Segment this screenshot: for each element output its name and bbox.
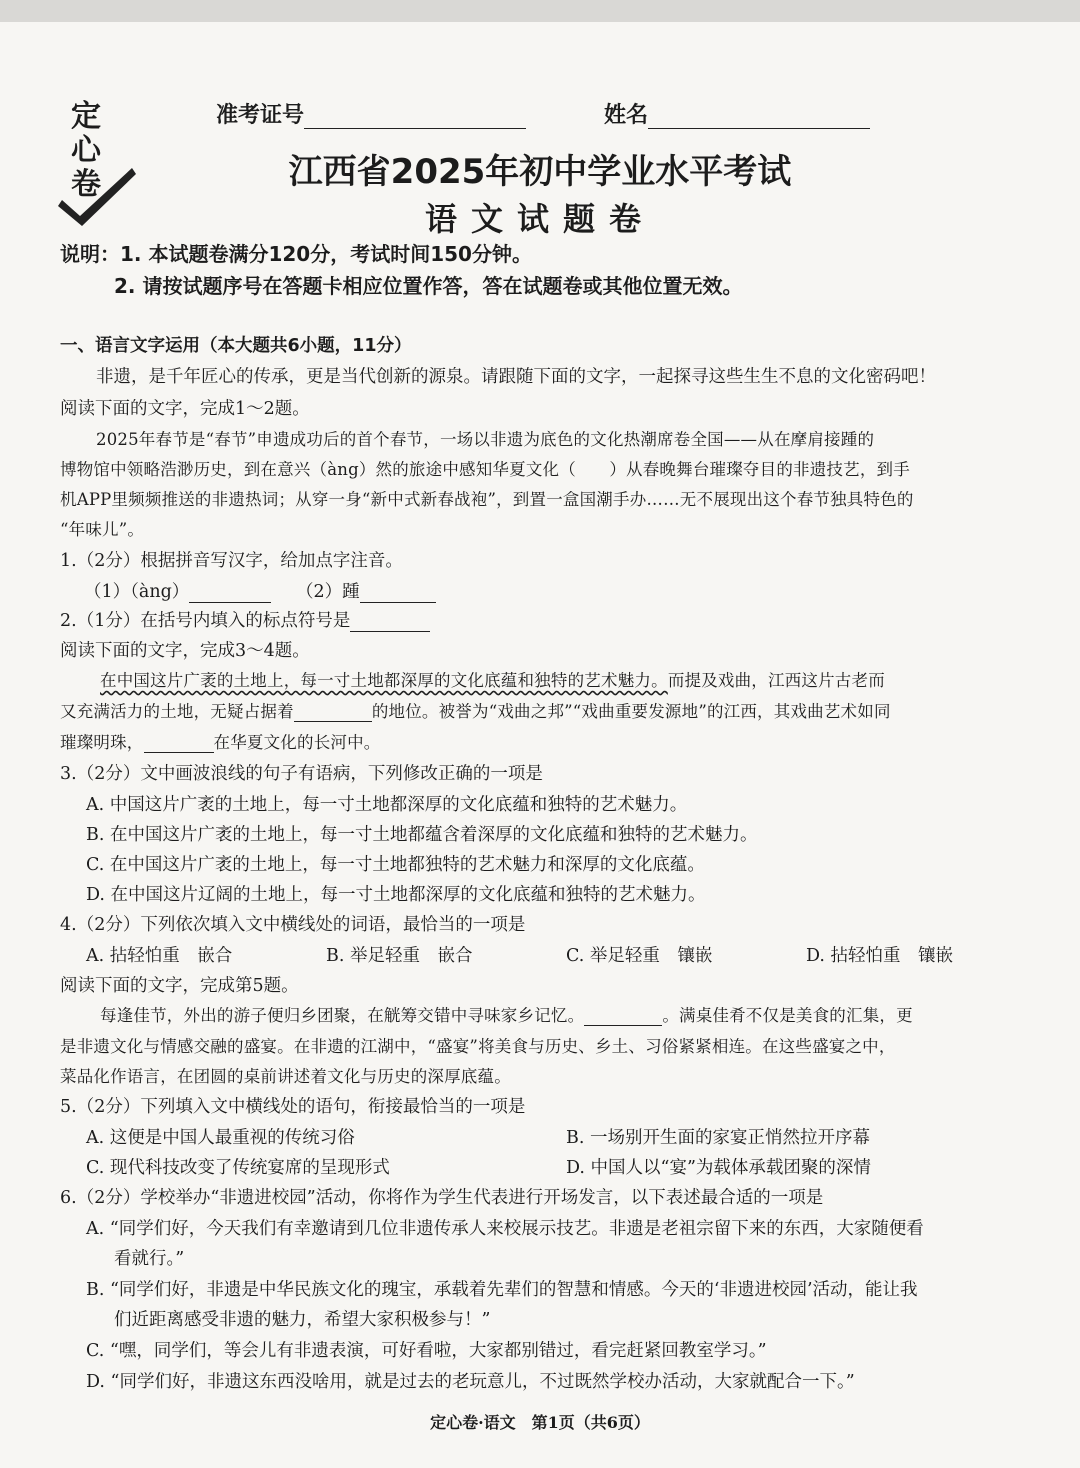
note-1: 说明：1. 本试题卷满分120分，考试时间150分钟。: [60, 242, 532, 266]
passage1-line: 机APP里频频推送的非遗热词；从穿一身“新中式新春战袍”，到置一盒国潮手办……无不展现出这个春节独具特色的: [60, 490, 914, 509]
name-blank: [648, 104, 870, 129]
q3-stem: 3.（2分）文中画波浪线的句子有语病，下列修改正确的一项是: [60, 764, 543, 784]
scan-top-edge: [0, 0, 1080, 22]
passage2-line: 又充满活力的土地，无疑占据着 的地位。被誉为“戏曲之邦”“戏曲重要发源地”的江西，其戏曲艺术如同: [60, 702, 891, 721]
exam-id-label: 准考证号: [216, 103, 305, 128]
passage1-line: 2025年春节是“春节”申遗成功后的首个春节，一场以非遗为底色的文化热潮席卷全国——从在摩肩接踵的: [96, 430, 875, 449]
q1-part-a: （1）（àng）: [84, 578, 271, 603]
passage1-line: 博物馆中领略浩渺历史，到在意兴（àng）然的旅途中感知华夏文化（ ）从春晚舞台璀璨夺目的非遗技艺，到手: [60, 460, 910, 479]
q6-option-d: D. “同学们好，非遗这东西没啥用，就是过去的老玩意儿，不过既然学校办活动，大家就配合一下。”: [86, 1372, 855, 1392]
exam-title: 江西省2025年初中学业水平考试: [288, 152, 792, 192]
q6-option-a: A. “同学们好，今天我们有幸邀请到几位非遗传承人来校展示技艺。非遗是老祖宗留下来的东西，大家随便看: [86, 1219, 924, 1239]
page-footer: 定心卷·语文 第1页（共6页）: [430, 1413, 650, 1432]
passage3-line: 菜品化作语言，在团圆的桌前讲述着文化与历史的深厚底蕴。: [60, 1067, 511, 1086]
q3-option-b: B. 在中国这片广袤的土地上，每一寸土地都蕴含着深厚的文化底蕴和独特的艺术魅力。: [86, 825, 758, 845]
q6-option-b: B. “同学们好，非遗是中华民族文化的瑰宝，承载着先辈们的智慧和情感。今天的‘非遗进校园’活动，能让我: [86, 1280, 918, 1300]
answer-blank: [360, 584, 436, 603]
read-instruction-5: 阅读下面的文字，完成第5题。: [60, 976, 299, 996]
q4-option-a: A. 拈轻怕重 嵌合: [86, 946, 233, 966]
q4-option-c: C. 举足轻重 镶嵌: [566, 946, 713, 966]
q5-option-a: A. 这便是中国人最重视的传统习俗: [86, 1128, 355, 1148]
passage2-line: 在中国这片广袤的土地上，每一寸土地都深厚的文化底蕴和独特的艺术魅力。而提及戏曲，江西这片古老而: [100, 671, 885, 690]
passage3-line: 每逢佳节，外出的游子便归乡团聚，在觥筹交错中寻味家乡记忆。 。满桌佳肴不仅是美食的汇集，更: [100, 1006, 913, 1025]
name-label: 姓名: [604, 103, 649, 128]
q5-option-c: C. 现代科技改变了传统宴席的呈现形式: [86, 1158, 390, 1178]
q4-option-d: D. 拈轻怕重 镶嵌: [806, 946, 954, 966]
q5-option-d: D. 中国人以“宴”为载体承载团聚的深情: [566, 1158, 871, 1178]
q3-option-c: C. 在中国这片广袤的土地上，每一寸土地都独特的艺术魅力和深厚的文化底蕴。: [86, 855, 705, 875]
intro-text: 非遗，是千年匠心的传承，更是当代创新的源泉。请跟随下面的文字，一起探寻这些生生不息的文化密码吧！: [96, 367, 936, 387]
q6-option-a-cont: 看就行。”: [114, 1249, 185, 1269]
seal-text: 定心卷: [71, 99, 101, 202]
note-2: 2. 请按试题序号在答题卡相应位置作答，答在试题卷或其他位置无效。: [114, 274, 743, 298]
answer-blank: [584, 1007, 662, 1026]
exam-subtitle: 语文试题卷: [424, 200, 655, 238]
q2-stem: 2.（1分）在括号内填入的标点符号是: [60, 607, 430, 632]
q3-option-d: D. 在中国这片辽阔的土地上，每一寸土地都深厚的文化底蕴和独特的艺术魅力。: [86, 885, 706, 905]
passage1-line: “年味儿”。: [60, 520, 145, 539]
q1-part-b: （2）踵: [296, 578, 436, 603]
answer-blank: [294, 703, 372, 722]
read-instruction-3-4: 阅读下面的文字，完成3～4题。: [60, 641, 310, 661]
answer-blank: [144, 734, 214, 753]
answer-blank: [350, 613, 430, 632]
q5-stem: 5.（2分）下列填入文中横线处的语句，衔接最恰当的一项是: [60, 1097, 526, 1117]
passage3-line: 是非遗文化与情感交融的盛宴。在非遗的江湖中，“盛宴”将美食与历史、乡土、习俗紧紧相连。在这些盛宴之中，: [60, 1037, 896, 1056]
q6-stem: 6.（2分）学校举办“非遗进校园”活动，你将作为学生代表进行开场发言，以下表述最合适的一项是: [60, 1188, 824, 1208]
q4-stem: 4.（2分）下列依次填入文中横线处的词语，最恰当的一项是: [60, 915, 526, 935]
q6-option-b-cont: 们近距离感受非遗的魅力，希望大家积极参与！”: [114, 1310, 491, 1330]
section-heading: 一、语言文字运用（本大题共6小题，11分）: [60, 336, 412, 356]
passage2-line: 璀璨明珠， 在华夏文化的长河中。: [60, 733, 381, 752]
q3-option-a: A. 中国这片广袤的土地上，每一寸土地都深厚的文化底蕴和独特的艺术魅力。: [86, 795, 688, 815]
q5-option-b: B. 一场别开生面的家宴正悄然拉开序幕: [566, 1128, 870, 1148]
read-instruction-1-2: 阅读下面的文字，完成1～2题。: [60, 399, 310, 419]
wavy-underlined-sentence: 在中国这片广袤的土地上，每一寸土地都深厚的文化底蕴和独特的艺术魅力。: [100, 671, 668, 690]
q1-stem: 1.（2分）根据拼音写汉字，给加点字注音。: [60, 551, 403, 571]
q4-option-b: B. 举足轻重 嵌合: [326, 946, 473, 966]
q6-option-c: C. “嘿，同学们，等会儿有非遗表演，可好看啦，大家都别错过，看完赶紧回教室学习。”: [86, 1341, 767, 1361]
answer-blank: [189, 584, 271, 603]
exam-id-field: [216, 98, 526, 129]
exam-id-blank: [304, 104, 526, 129]
name-field: [604, 98, 870, 129]
